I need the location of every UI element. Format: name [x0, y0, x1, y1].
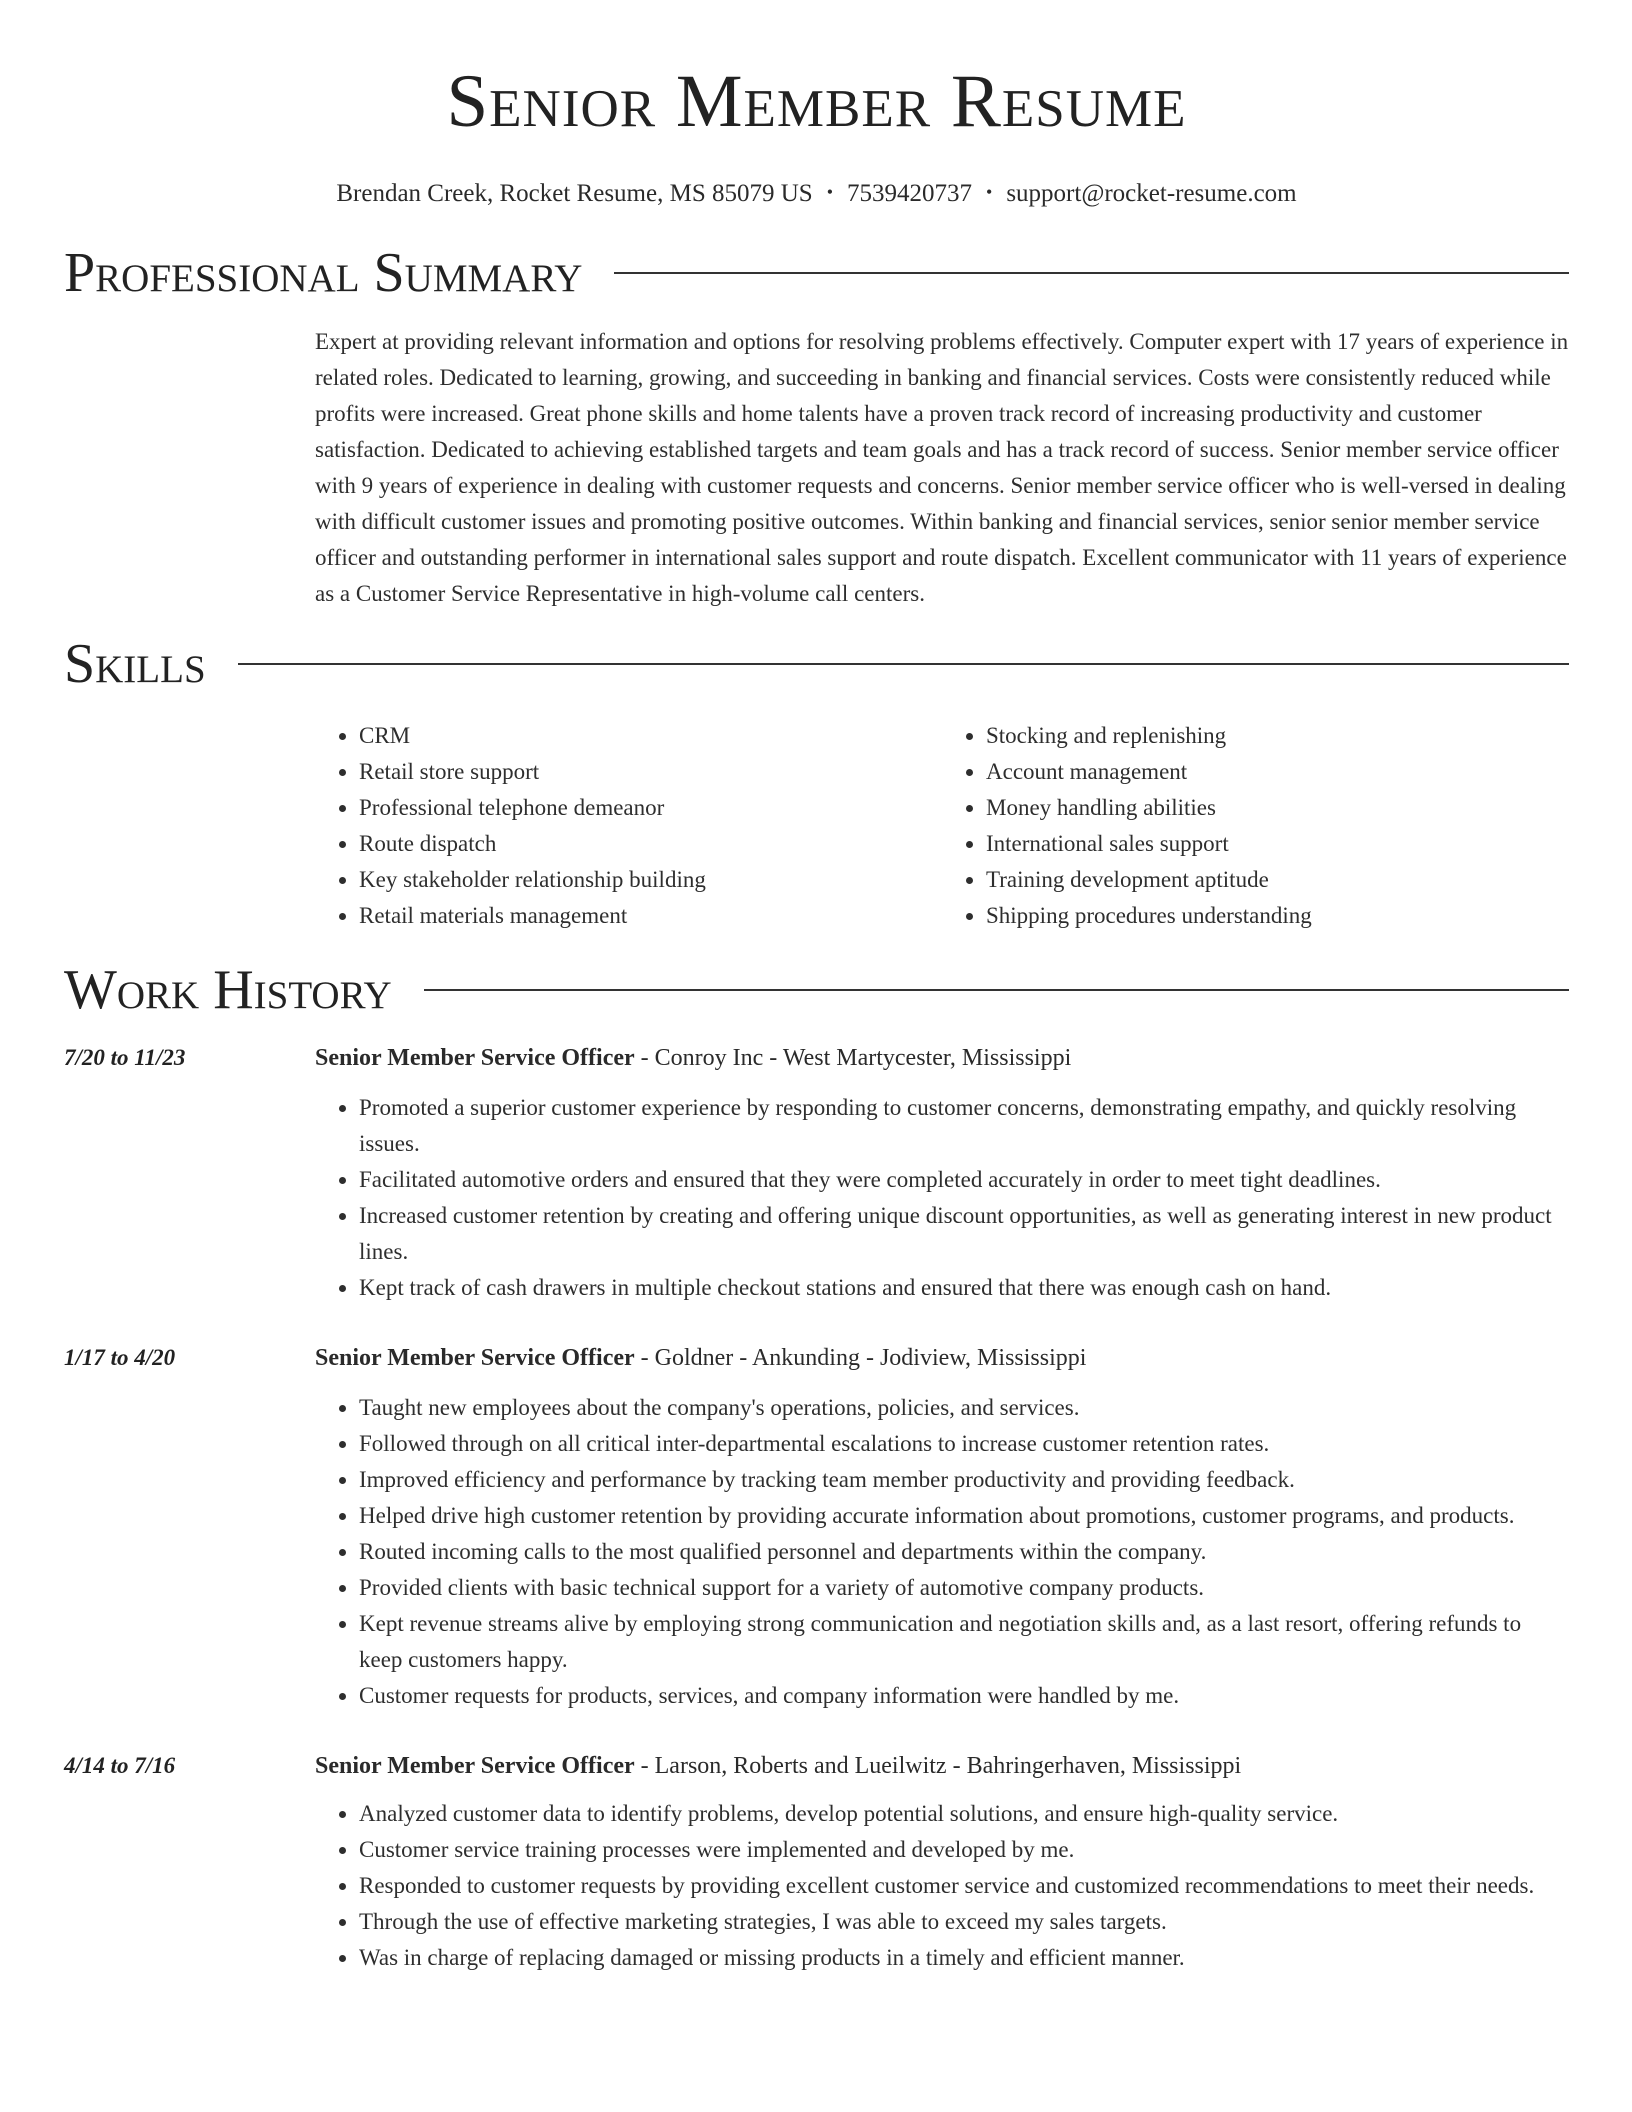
skills-list-right [942, 718, 1569, 934]
summary-text: Expert at providing relevant information and options for resolving problems effectively. Computer expert with 17 years of experience in related roles. Dedicated to learning, growing, and succeeding in banking and financial services. Costs were consistently reduced while profits were increased. Great phone skills and home talents have a proven track record of increasing productivity and customer satisfaction. Dedicated to achieving established targets and team goals and has a track record of success. Senior member service officer with 9 years of experience in dealing with customer requests and concerns. Senior member service officer who is well-versed in dealing with difficult customer issues and promoting positive outcomes. Within banking and financial services, senior senior member service officer and outstanding performer in international sales support and route dispatch. Excellent communicator with 11 years of experience as a Customer Service Representative in high-volume call centers. [315, 329, 1569, 606]
job-bullet: • Kept revenue streams alive by employing strong communication and negotiation skills and, as a last resort, offering refunds to keep customers happy. [359, 1606, 1569, 1678]
skill-item: • International sales support [986, 826, 1569, 862]
job-bullet: • Provided clients with basic technical support for a variety of automotive company products. [359, 1570, 1569, 1606]
job-bullet: • Kept track of cash drawers in multiple checkout stations and ensured that there was enough cash on hand. [359, 1270, 1569, 1306]
skill-item: • Retail store support [359, 754, 942, 790]
job-bullet: • Taught new employees about the company's operations, policies, and services. [359, 1390, 1569, 1426]
resume-title: Senior Member Resume [446, 60, 1187, 143]
skills-heading: Skills [64, 633, 206, 695]
job-bullet: • Was in charge of replacing damaged or missing products in a timely and efficient manner. [359, 1940, 1569, 1976]
job-entry [64, 1040, 1569, 1306]
skill-item: • Money handling abilities [986, 790, 1569, 826]
job-role: Senior Member Service Officer [315, 1045, 635, 1071]
skill-item: • CRM [359, 718, 942, 754]
job-bullets [315, 1796, 1569, 1976]
job-employer: - Conroy Inc - West Martycester, Mississippi [634, 1045, 1072, 1071]
skill-item: • Account management [986, 754, 1569, 790]
job-dates: 7/20 to 11/23 [64, 1045, 186, 1070]
skill-item: • Shipping procedures understanding [986, 898, 1569, 934]
skill-item: • Professional telephone demeanor [359, 790, 942, 826]
contact-address: Brendan Creek, Rocket Resume, MS 85079 US [336, 180, 813, 207]
job-body [315, 1748, 1569, 1976]
summary-body [315, 324, 1569, 612]
skills-list-left [315, 718, 942, 934]
job-bullet: • Promoted a superior customer experience by responding to customer concerns, demonstrating empathy, and quickly resolving issues. [359, 1090, 1569, 1162]
section-divider [614, 272, 1569, 274]
skill-item: • Route dispatch [359, 826, 942, 862]
job-title-line [315, 1340, 1569, 1376]
work-section-header [64, 958, 1569, 1022]
job-bullet: • Increased customer retention by creating and offering unique discount opportunities, as well as generating interest in new product lines. [359, 1198, 1569, 1270]
job-entry [64, 1340, 1569, 1714]
job-bullets [315, 1390, 1569, 1714]
job-bullet: • Followed through on all critical inter-departmental escalations to increase customer retention rates. [359, 1426, 1569, 1462]
job-bullet: • Customer service training processes were implemented and developed by me. [359, 1832, 1569, 1868]
job-bullet: • Responded to customer requests by providing excellent customer service and customized recommendations to meet their needs. [359, 1868, 1569, 1904]
job-bullet: • Customer requests for products, services, and company information were handled by me. [359, 1678, 1569, 1714]
skill-item: • Training development aptitude [986, 862, 1569, 898]
job-bullets [315, 1090, 1569, 1306]
job-role: Senior Member Service Officer [315, 1753, 635, 1779]
job-body [315, 1040, 1569, 1306]
skill-item: • Stocking and replenishing [986, 718, 1569, 754]
contact-separator: • [826, 182, 834, 202]
job-employer: - Larson, Roberts and Lueilwitz - Bahringerhaven, Mississippi [634, 1753, 1242, 1779]
job-bullet: • Improved efficiency and performance by tracking team member productivity and providing feedback. [359, 1462, 1569, 1498]
skills-grid [315, 718, 1569, 934]
job-entry [64, 1748, 1569, 1976]
contact-separator: • [986, 182, 993, 202]
work-heading: Work History [64, 959, 392, 1021]
contact-phone: 7539420737 [847, 180, 973, 207]
job-title-line [315, 1748, 1569, 1784]
skills-section-header [64, 632, 1569, 696]
job-title-line [315, 1040, 1569, 1076]
section-divider [238, 663, 1569, 665]
summary-heading: Professional Summary [64, 242, 583, 304]
skill-item: • Key stakeholder relationship building [359, 862, 942, 898]
job-bullet: • Through the use of effective marketing strategies, I was able to exceed my sales targets. [359, 1904, 1569, 1940]
job-employer: - Goldner - Ankunding - Jodiview, Mississippi [634, 1345, 1087, 1371]
job-dates: 4/14 to 7/16 [64, 1753, 176, 1778]
job-bullet: • Helped drive high customer retention by providing accurate information about promotions, customer programs, and products. [359, 1498, 1569, 1534]
skill-item: • Retail materials management [359, 898, 942, 934]
section-divider [424, 989, 1569, 991]
job-role: Senior Member Service Officer [315, 1345, 635, 1371]
summary-section-header [64, 241, 1569, 305]
job-bullet: • Routed incoming calls to the most qualified personnel and departments within the company. [359, 1534, 1569, 1570]
job-dates: 1/17 to 4/20 [64, 1345, 176, 1370]
job-bullet: • Analyzed customer data to identify problems, develop potential solutions, and ensure high-quality service. [359, 1796, 1569, 1832]
contact-line [64, 181, 1569, 206]
contact-email[interactable]: support@rocket-resume.com [1006, 180, 1297, 207]
resume-page [64, 0, 1569, 1976]
job-body [315, 1340, 1569, 1714]
job-bullet: • Facilitated automotive orders and ensured that they were completed accurately in order to meet tight deadlines. [359, 1162, 1569, 1198]
